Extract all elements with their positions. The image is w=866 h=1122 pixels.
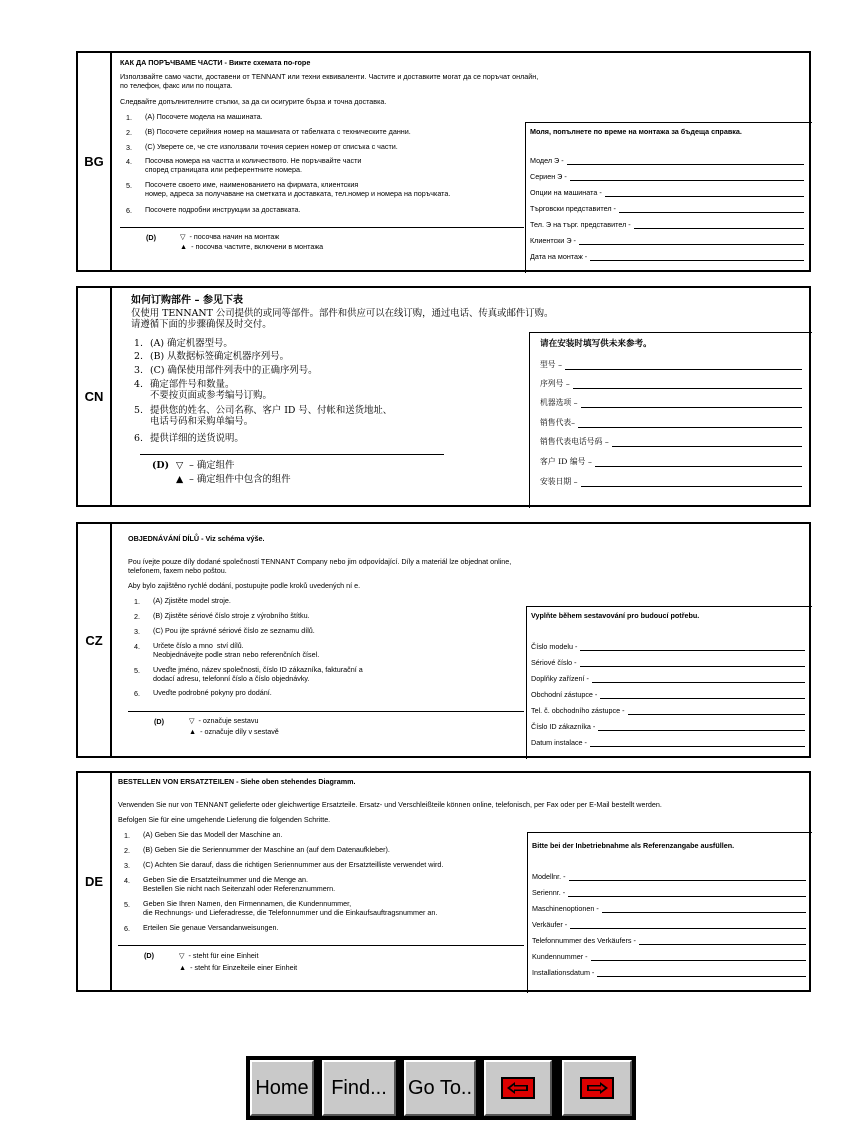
step-text: (B) 从数据标签确定机器序列号。	[150, 351, 290, 362]
step-number: 4.	[124, 876, 130, 885]
legend-parts: ▲ - посочва частите, включени в монтажа	[180, 242, 324, 251]
right-arrow-icon	[580, 1077, 614, 1099]
language-code: CZ	[78, 524, 112, 756]
step-text: (C) Pou ijte správné sériové číslo ze seznamu dílů.	[153, 626, 315, 635]
section-title: 如何订购部件 – 参见下表	[131, 295, 243, 306]
section-title: BESTELLEN VON ERSATZTEILEN - Siehe oben stehendes Diagramm.	[118, 777, 356, 786]
options-field[interactable]: Maschinenoptionen -	[532, 904, 806, 913]
step-text: Určete číslo a mno ství dílů. Neobjednávejte podle stran nebo referenčních čísel.	[153, 641, 320, 659]
divider	[128, 711, 524, 712]
step-number: 6.	[134, 689, 140, 698]
step-number: 6.	[126, 206, 132, 215]
section-cn	[76, 286, 811, 507]
options-field[interactable]: 机器选项 –	[540, 397, 802, 408]
serial-field[interactable]: Seriennr. -	[532, 888, 806, 897]
model-field[interactable]: Модел Э -	[530, 156, 804, 165]
serial-field[interactable]: 序列号 –	[540, 378, 802, 389]
step-text: Erteilen Sie genaue Versandanweisungen.	[143, 923, 279, 932]
serial-field[interactable]: Сериен Э -	[530, 172, 804, 181]
section-cz	[76, 522, 811, 758]
step-number: 3.	[134, 365, 143, 376]
legend-parts: ▲ – 确定组件中包含的组件	[176, 474, 291, 485]
step-number: 2.	[126, 128, 132, 137]
intro-text: Pou ívejte pouze díly dodané společností TENNANT Company nebo jim odpovídající. Díly a materiál lze objednat online, telefonem, faxem nebo poštou.	[128, 557, 512, 575]
step-text: 确定部件号和数量。 不要按页面或参考编号订购。	[150, 379, 272, 401]
reference-panel	[527, 832, 812, 993]
legend-parts: ▲ - označuje díly v sestavě	[189, 727, 279, 736]
install-date-field[interactable]: Installationsdatum -	[532, 968, 806, 977]
step-text: (B) Zjistěte sériové číslo stroje z výrobního štítku.	[153, 611, 310, 620]
customer-field[interactable]: 客户 ID 编号 –	[540, 456, 802, 467]
sales-rep-field[interactable]: Търговски представител -	[530, 204, 804, 213]
step-text: (C) Achten Sie darauf, dass die richtigen Seriennummer aus der Ersatzteilliste verwendet wird.	[143, 860, 444, 869]
step-number: 2.	[134, 351, 143, 362]
previous-page-button[interactable]	[484, 1060, 552, 1116]
step-number: 3.	[126, 143, 132, 152]
customer-field[interactable]: Číslo ID zákazníka -	[531, 722, 805, 731]
step-text: (B) Geben Sie die Seriennummer der Maschine an (auf dem Datenaufkleber).	[143, 845, 390, 854]
intro-text: 仅使用 TENNANT 公司提供的或同等部件。部件和供应可以在线订购，通过电话、传真或邮件订购。 请遵循下面的步骤确保及时交付。	[131, 308, 554, 330]
install-date-field[interactable]: 安装日期 –	[540, 476, 802, 487]
step-number: 4.	[126, 157, 132, 166]
next-page-button[interactable]	[562, 1060, 632, 1116]
step-text: Посочете своето име, наименованието на фирмата, клиентския номер, адреса за получаване на сметката и доставката, тел.номер и номера на поръчката.	[145, 180, 451, 198]
sales-rep-field[interactable]: 销售代表–	[540, 417, 802, 428]
sales-rep-field[interactable]: Verkäufer -	[532, 920, 806, 929]
section-bg	[76, 51, 811, 272]
intro-text: Използвайте само части, доставени от TENNANT или техни еквиваленти. Частите и доставките могат да се поръчат онлайн, по телефон, факс или по пощата.	[120, 72, 539, 90]
step-number: 3.	[134, 627, 140, 636]
step-text: (C) Уверете се, че сте използвали точния сериен номер от списъка с части.	[145, 142, 398, 151]
find-button[interactable]: Find...	[322, 1060, 396, 1116]
reference-panel	[526, 606, 812, 759]
step-text: Geben Sie Ihren Namen, den Firmennamen, die Kundennummer, die Rechnungs- und Lieferadresse, die Telefonnummer und die Einkaufsauftragsnummer an.	[143, 899, 438, 917]
panel-title: Моля, попълнете по време на монтажа за бъдеща справка.	[530, 127, 742, 136]
step-number: 4.	[134, 379, 143, 390]
step-number: 4.	[134, 642, 140, 651]
step-text: (A) Посочете модела на машината.	[145, 112, 263, 121]
model-field[interactable]: 型号 –	[540, 359, 802, 370]
step-number: 5.	[126, 181, 132, 190]
step-text: Посочва номера на частта и количеството. Не поръчвайте части според страницата или референтните номера.	[145, 156, 362, 174]
model-field[interactable]: Číslo modelu -	[531, 642, 805, 651]
step-number: 5.	[134, 405, 143, 416]
options-field[interactable]: Doplňky zařízení -	[531, 674, 805, 683]
step-number: 5.	[124, 900, 130, 909]
follow-text: Aby bylo zajištěno rychlé dodání, postupujte podle kroků uvedených ní e.	[128, 581, 361, 590]
follow-text: Befolgen Sie für eine umgehende Lieferung die folgenden Schritte.	[118, 815, 331, 824]
options-field[interactable]: Опции на машината -	[530, 188, 804, 197]
step-text: Uveďte jméno, název společnosti, číslo ID zákazníka, fakturační a dodací adresu, telefonní číslo a číslo objednávky.	[153, 665, 363, 683]
panel-title: Vyplňte během sestavování pro budoucí potřebu.	[531, 611, 700, 620]
language-code: BG	[78, 53, 112, 270]
sales-rep-phone-field[interactable]: Tel. č. obchodního zástupce -	[531, 706, 805, 715]
legend-label: (D)	[146, 233, 156, 242]
sales-rep-field[interactable]: Obchodní zástupce -	[531, 690, 805, 699]
sales-rep-phone-field[interactable]: Тел. Э на търг. представител -	[530, 220, 804, 229]
panel-title: Bitte bei der Inbetriebnahme als Referenzangabe ausfüllen.	[532, 841, 735, 850]
install-date-field[interactable]: Дата на монтаж -	[530, 252, 804, 261]
legend-label: (D)	[152, 460, 170, 471]
step-number: 2.	[134, 612, 140, 621]
left-arrow-icon	[501, 1077, 535, 1099]
model-field[interactable]: Modellnr. -	[532, 872, 806, 881]
step-number: 5.	[134, 666, 140, 675]
legend-assembly: ▽ - označuje sestavu	[189, 716, 259, 725]
legend-assembly: ▽ - посочва начин на монтаж	[180, 232, 280, 241]
step-text: (A) Zjistěte model stroje.	[153, 596, 231, 605]
panel-title: 请在安装时填写供未来参考。	[540, 339, 652, 349]
step-text: 提供详细的送货说明。	[150, 433, 244, 444]
step-number: 1.	[126, 113, 132, 122]
sales-rep-phone-field[interactable]: 销售代表电话号码 –	[540, 436, 802, 447]
section-title: OBJEDNÁVÁNÍ DÍLŮ - Viz schéma výše.	[128, 534, 265, 543]
sales-rep-phone-field[interactable]: Telefonnummer des Verkäufers -	[532, 936, 806, 945]
step-text: Geben Sie die Ersatzteilnummer und die Menge an. Bestellen Sie nicht nach Seitenzahl oder Referenznummern.	[143, 875, 336, 893]
legend-parts: ▲ - steht für Einzelteile einer Einheit	[179, 963, 298, 972]
step-text: Uveďte podrobné pokyny pro dodání.	[153, 688, 272, 697]
step-number: 1.	[134, 338, 143, 349]
reference-panel	[529, 332, 812, 508]
step-number: 2.	[124, 846, 130, 855]
home-button[interactable]: Home	[250, 1060, 314, 1116]
divider	[140, 454, 444, 455]
legend-assembly: ▽ - steht für eine Einheit	[179, 951, 259, 960]
step-number: 6.	[124, 924, 130, 933]
section-de	[76, 771, 811, 992]
step-text: (C) 确保使用部件列表中的正确序列号。	[150, 365, 318, 376]
customer-field[interactable]: Клиентски Э -	[530, 236, 804, 245]
reference-panel	[525, 122, 812, 273]
step-text: Посочете подробни инструкции за доставката.	[145, 205, 301, 214]
section-title: КАК ДА ПОРЪЧВАМЕ ЧАСТИ - Вижте схемата по-горе	[120, 58, 311, 67]
legend-assembly: ▽ – 确定组件	[176, 460, 235, 471]
legend-label: (D)	[144, 951, 154, 960]
step-text: (A) Geben Sie das Modell der Maschine an.	[143, 830, 283, 839]
step-number: 1.	[124, 831, 130, 840]
step-number: 6.	[134, 433, 143, 444]
step-text: (B) Посочете серийния номер на машината от табелката с техническите данни.	[145, 127, 411, 136]
intro-text: Verwenden Sie nur von TENNANT gelieferte oder gleichwertige Ersatzteile. Ersatz- und Verschleißteile können online, telefonisch, per Fax oder per E-Mail bestellt werden.	[118, 800, 662, 809]
customer-field[interactable]: Kundennummer -	[532, 952, 806, 961]
serial-field[interactable]: Sériové číslo -	[531, 658, 805, 667]
divider	[118, 945, 524, 946]
step-text: 提供您的姓名、公司名称、客户 ID 号、付帐和送货地址、 电话号码和采购单编号。	[150, 405, 393, 427]
install-date-field[interactable]: Datum instalace -	[531, 738, 805, 747]
language-code: CN	[78, 288, 112, 505]
step-number: 1.	[134, 597, 140, 606]
follow-text: Следвайте допълнителните стъпки, за да си осигурите бърза и точна доставка.	[120, 97, 387, 106]
step-number: 3.	[124, 861, 130, 870]
divider	[120, 227, 524, 228]
step-text: (A) 确定机器型号。	[150, 338, 233, 349]
navigation-bar	[246, 1056, 636, 1120]
legend-label: (D)	[154, 717, 164, 726]
language-code: DE	[78, 773, 112, 990]
goto-button[interactable]: Go To..	[404, 1060, 476, 1116]
